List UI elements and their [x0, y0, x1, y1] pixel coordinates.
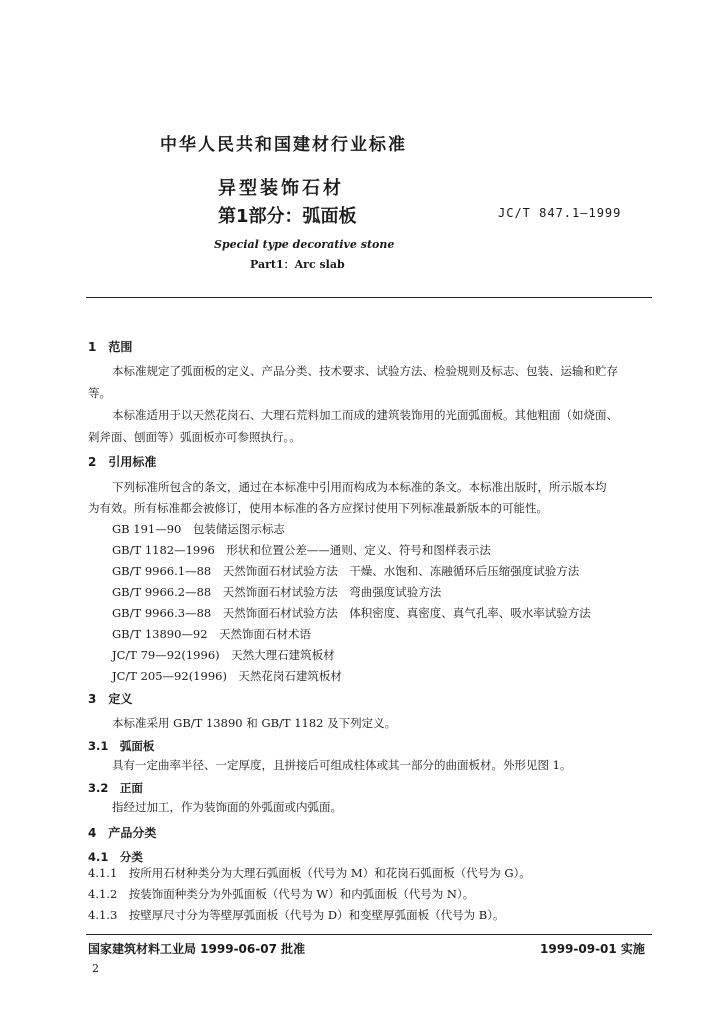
ref-item: GB/T 9966.3—88 天然饰面石材试验方法 体积密度、真密度、真气孔率、吸水率试验方法 — [112, 606, 591, 620]
implementation-date: 1999-09-01 实施 — [540, 942, 645, 956]
section-2-para-a: 下列标准所包含的条文，通过在本标准中引用而构成为本标准的条文。本标准出版时，所示版本均 — [112, 480, 607, 494]
ref-item: JC/T 205—92(1996) 天然花岗石建筑板材 — [112, 669, 342, 683]
section-1-para-2a: 本标准适用于以天然花岗石、大理石荒料加工而成的建筑装饰用的光面弧面板。其他粗面（如烧面、 — [112, 408, 618, 422]
page-number: 2 — [92, 962, 99, 975]
org-title: 中华人民共和国建材行业标准 — [160, 135, 407, 155]
definition-3-2-heading: 3.2 正面 — [88, 781, 143, 795]
ref-item: JC/T 79—92(1996) 天然大理石建筑板材 — [112, 648, 335, 662]
section-1-para-1b: 等。 — [88, 386, 111, 400]
classification-item: 4.1.2 按装饰面种类分为外弧面板（代号为 W）和内弧面板（代号为 N）。 — [88, 887, 475, 901]
definition-3-2-text: 指经过加工，作为装饰面的外弧面或内弧面。 — [112, 800, 342, 814]
en-title-line2: Part1：Arc slab — [250, 258, 345, 271]
section-2-para-b: 为有效。所有标准都会被修订，使用本标准的各方应探讨使用下列标准最新版本的可能性。 — [88, 501, 548, 515]
classification-item: 4.1.1 按所用石材种类分为大理石弧面板（代号为 M）和花岗石弧面板（代号为 G）。 — [88, 866, 531, 880]
definition-3-1-text: 具有一定曲率半径、一定厚度，且拼接后可组成柱体或其一部分的曲面板材。外形见图 1。 — [112, 758, 572, 772]
classification-item: 4.1.3 按壁厚尺寸分为等壁厚弧面板（代号为 D）和变壁厚弧面板（代号为 B）。 — [88, 908, 505, 922]
section-1-heading: 1 范围 — [88, 340, 133, 354]
section-3-heading: 3 定义 — [88, 692, 133, 706]
section-3-intro: 本标准采用 GB/T 13890 和 GB/T 1182 及下列定义。 — [112, 716, 397, 730]
definition-3-1-heading: 3.1 弧面板 — [88, 739, 155, 753]
en-title-line1: Special type decorative stone — [214, 238, 395, 251]
section-1-para-1a: 本标准规定了弧面板的定义、产品分类、技术要求、试验方法、检验规则及标志、包装、运输和贮存 — [112, 364, 618, 378]
section-1-para-2b: 剁斧面、刨面等）弧面板亦可参照执行。。 — [88, 430, 301, 444]
ref-item: GB 191—90 包装储运图示标志 — [112, 522, 285, 536]
section-2-heading: 2 引用标准 — [88, 455, 157, 469]
standard-code: JC/T 847.1—1999 — [498, 206, 622, 220]
doc-title-line2: 第1部分：弧面板 — [218, 206, 357, 227]
ref-item: GB/T 13890—92 天然饰面石材术语 — [112, 627, 312, 641]
subsection-4-1-heading: 4.1 分类 — [88, 850, 143, 864]
footer-divider — [86, 934, 652, 935]
doc-title-line1: 异型装饰石材 — [218, 178, 344, 199]
approval-note: 国家建筑材料工业局 1999-06-07 批准 — [88, 942, 306, 956]
section-4-heading: 4 产品分类 — [88, 826, 157, 840]
ref-item: GB/T 9966.1—88 天然饰面石材试验方法 干燥、水饱和、冻融循环后压缩强度试验方法 — [112, 564, 580, 578]
ref-item: GB/T 9966.2—88 天然饰面石材试验方法 弯曲强度试验方法 — [112, 585, 442, 599]
ref-item: GB/T 1182—1996 形状和位置公差——通则、定义、符号和图样表示法 — [112, 543, 491, 557]
header-divider — [86, 297, 652, 298]
